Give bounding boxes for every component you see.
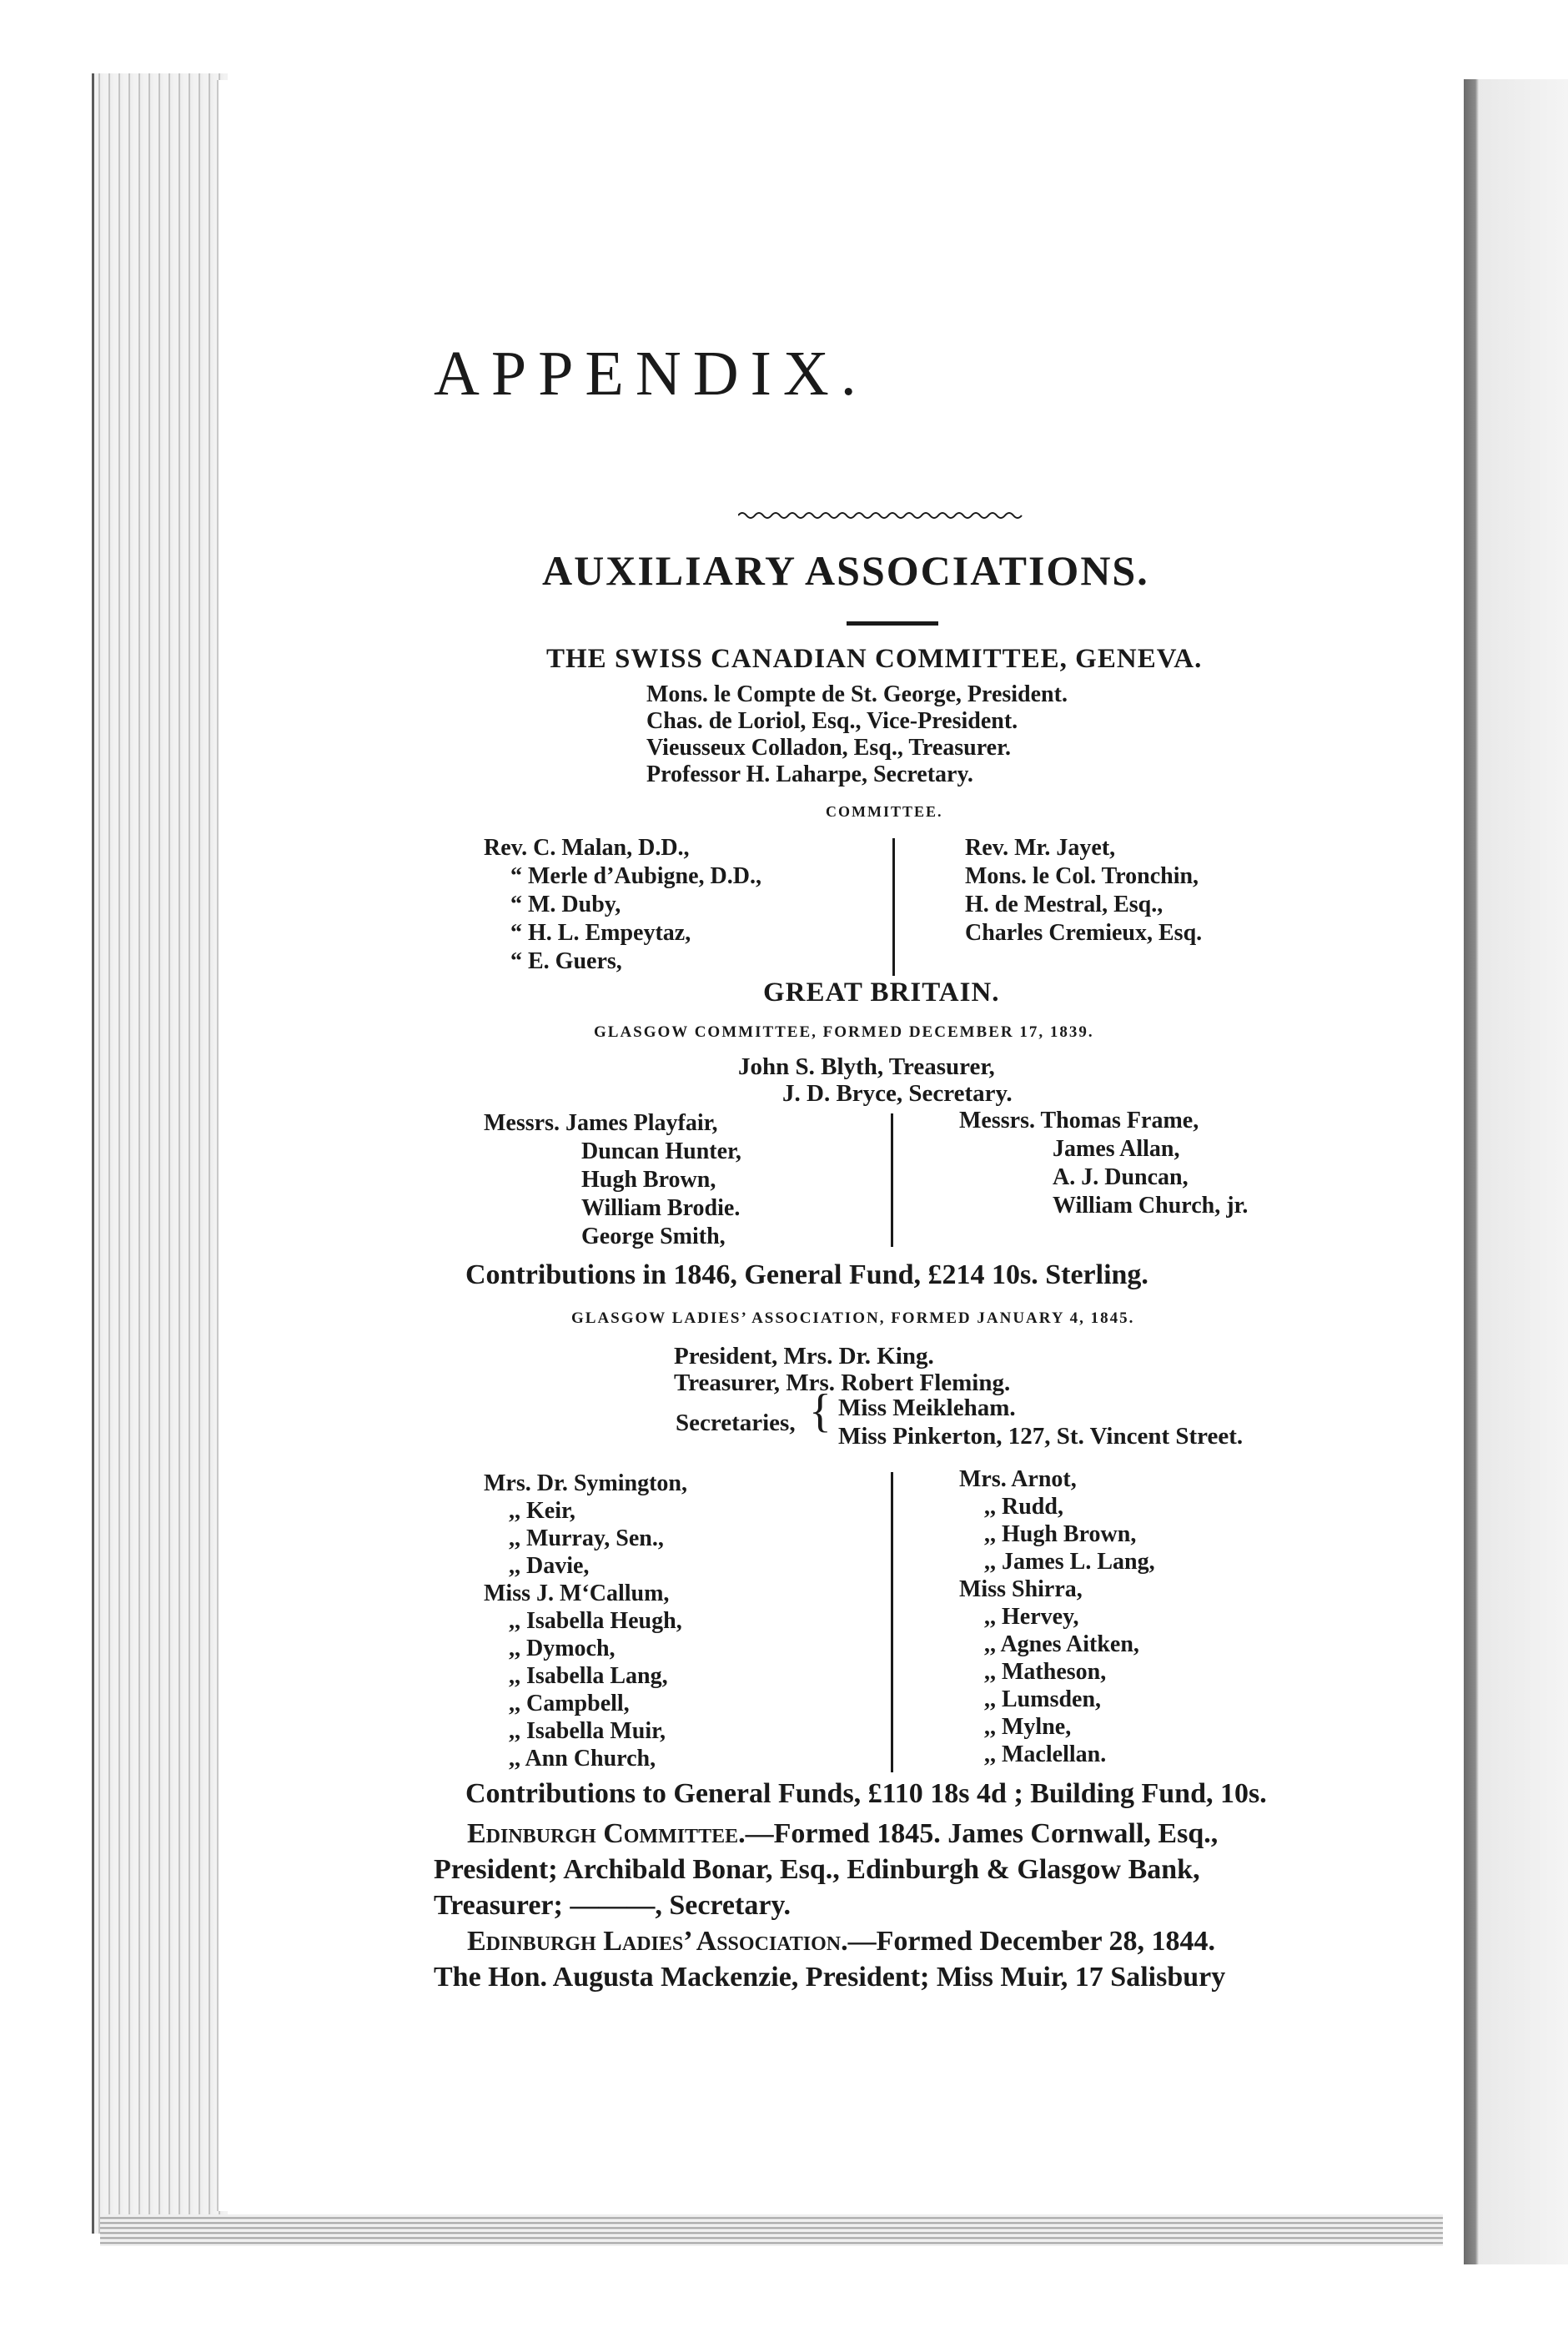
list-item: ,, Murray, Sen., (509, 1525, 664, 1551)
list-item: “ H. L. Empeytaz, (510, 920, 691, 946)
list-item: William Brodie. (581, 1195, 741, 1221)
list-item: ,, Isabella Muir, (509, 1718, 666, 1744)
edinburgh-committee-text: —Formed 1845. James Cornwall, Esq., (745, 1818, 1219, 1849)
column-divider (891, 1472, 893, 1772)
list-item: ,, Keir, (509, 1498, 575, 1524)
list-item: Rev. Mr. Jayet, (965, 835, 1116, 861)
swiss-officer: Chas. de Loriol, Esq., Vice-President. (646, 708, 1018, 734)
list-item: H. de Mestral, Esq., (965, 892, 1163, 917)
ladies-secretary: Miss Meikleham. (838, 1395, 1016, 1421)
brace-icon: { (809, 1385, 832, 1437)
list-item: “ Merle d’Aubigne, D.D., (510, 863, 761, 889)
list-item: ,, Dymoch, (509, 1636, 616, 1661)
glasgow-contributions: Contributions in 1846, General Fund, £214 10s. Sterling. (465, 1259, 1148, 1290)
list-item: ,, Matheson, (984, 1659, 1107, 1685)
ladies-secretary: Miss Pinkerton, 127, St. Vincent Street. (838, 1423, 1244, 1450)
glasgow-treasurer: John S. Blyth, Treasurer, (738, 1053, 995, 1080)
edinburgh-committee-line: President; Archibald Bonar, Esq., Edinburgh & Glasgow Bank, (434, 1854, 1200, 1885)
book-bottom-edges (100, 2214, 1443, 2246)
book-page-edges (92, 73, 228, 2234)
swiss-officer: Professor H. Laharpe, Secretary. (646, 761, 973, 787)
glasgow-committee-heading: GLASGOW COMMITTEE, FORMED DECEMBER 17, 1839. (594, 1023, 1094, 1041)
great-britain-heading: GREAT BRITAIN. (763, 978, 1000, 1008)
section-title: AUXILIARY ASSOCIATIONS. (542, 547, 1149, 594)
edinburgh-committee-line: Treasurer; ———, Secretary. (434, 1890, 792, 1921)
list-item: ,, Campbell, (509, 1691, 630, 1716)
edinburgh-committee-line (467, 1818, 1218, 1850)
swiss-left-list (484, 834, 761, 976)
list-item: ,, Ann Church, (509, 1746, 656, 1772)
swiss-officer: Vieusseux Colladon, Esq., Treasurer. (646, 735, 1011, 761)
ladies-secretaries-label: Secretaries, (676, 1410, 796, 1436)
ladies-president: President, Mrs. Dr. King. (674, 1343, 934, 1370)
list-item: Messrs. James Playfair, (484, 1110, 718, 1136)
list-item: Messrs. Thomas Frame, (959, 1108, 1199, 1133)
column-divider (892, 838, 895, 976)
list-item: ,, Lumsden, (984, 1686, 1102, 1712)
list-item: Miss Shirra, (959, 1576, 1083, 1602)
ladies-left-list (484, 1470, 687, 1772)
page-title: APPENDIX. (434, 339, 868, 409)
edinburgh-ladies-label: Edinburgh Ladies’ Association. (467, 1926, 848, 1957)
glasgow-secretary: J. D. Bryce, Secretary. (782, 1080, 1013, 1107)
list-item: A. J. Duncan, (1053, 1164, 1189, 1190)
list-item: George Smith, (581, 1224, 726, 1249)
list-item: ,, Agnes Aitken, (984, 1631, 1139, 1657)
edinburgh-committee-label: Edinburgh Committee. (467, 1818, 746, 1849)
column-divider (891, 1113, 893, 1247)
book-cover-edge (1464, 79, 1568, 2264)
edinburgh-ladies-line: The Hon. Augusta Mackenzie, President; Miss Muir, 17 Salisbury (434, 1962, 1226, 1993)
ladies-association-heading: GLASGOW LADIES’ ASSOCIATION, FORMED JANUARY 4, 1845. (571, 1309, 1135, 1327)
ladies-right-list (959, 1465, 1155, 1768)
list-item: ,, Mylne, (984, 1714, 1072, 1740)
list-item: Miss J. M‘Callum, (484, 1581, 670, 1606)
list-item: ,, Isabella Lang, (509, 1663, 668, 1689)
edinburgh-ladies-line (467, 1926, 1215, 1958)
glasgow-left-list (484, 1109, 741, 1251)
list-item: ,, Rudd, (984, 1494, 1063, 1520)
committee-label: COMMITTEE. (826, 803, 943, 820)
list-item: Charles Cremieux, Esq. (965, 920, 1203, 946)
list-item: ,, Davie, (509, 1553, 590, 1579)
list-item: “ E. Guers, (510, 948, 622, 974)
list-item: Mrs. Dr. Symington, (484, 1470, 687, 1496)
glasgow-right-list (959, 1107, 1248, 1220)
ladies-treasurer: Treasurer, Mrs. Robert Fleming. (674, 1370, 1011, 1396)
ladies-contributions: Contributions to General Funds, £110 18s 4d ; Building Fund, 10s. (465, 1778, 1267, 1809)
list-item: Mrs. Arnot, (959, 1466, 1077, 1492)
list-item: “ M. Duby, (510, 892, 621, 917)
list-item: ,, Maclellan. (984, 1741, 1107, 1767)
list-item: ,, Hugh Brown, (984, 1521, 1137, 1547)
list-item: ,, Hervey, (984, 1604, 1079, 1630)
section-rule (847, 621, 938, 626)
list-item: Rev. C. Malan, D.D., (484, 835, 690, 861)
list-item: William Church, jr. (1053, 1193, 1249, 1219)
swiss-officer: Mons. le Compte de St. George, President. (646, 681, 1068, 707)
list-item: Mons. le Col. Tronchin, (965, 863, 1199, 889)
list-item: ,, James L. Lang, (984, 1549, 1155, 1575)
list-item: Hugh Brown, (581, 1167, 716, 1193)
list-item: Duncan Hunter, (581, 1138, 741, 1164)
swiss-committee-heading: THE SWISS CANADIAN COMMITTEE, GENEVA. (546, 644, 1203, 674)
edinburgh-ladies-text: —Formed December 28, 1844. (847, 1926, 1215, 1957)
swiss-right-list (965, 834, 1202, 947)
list-item: ,, Isabella Heugh, (509, 1608, 682, 1634)
list-item: James Allan, (1053, 1136, 1180, 1162)
decorative-wavy-rule (738, 509, 1026, 522)
